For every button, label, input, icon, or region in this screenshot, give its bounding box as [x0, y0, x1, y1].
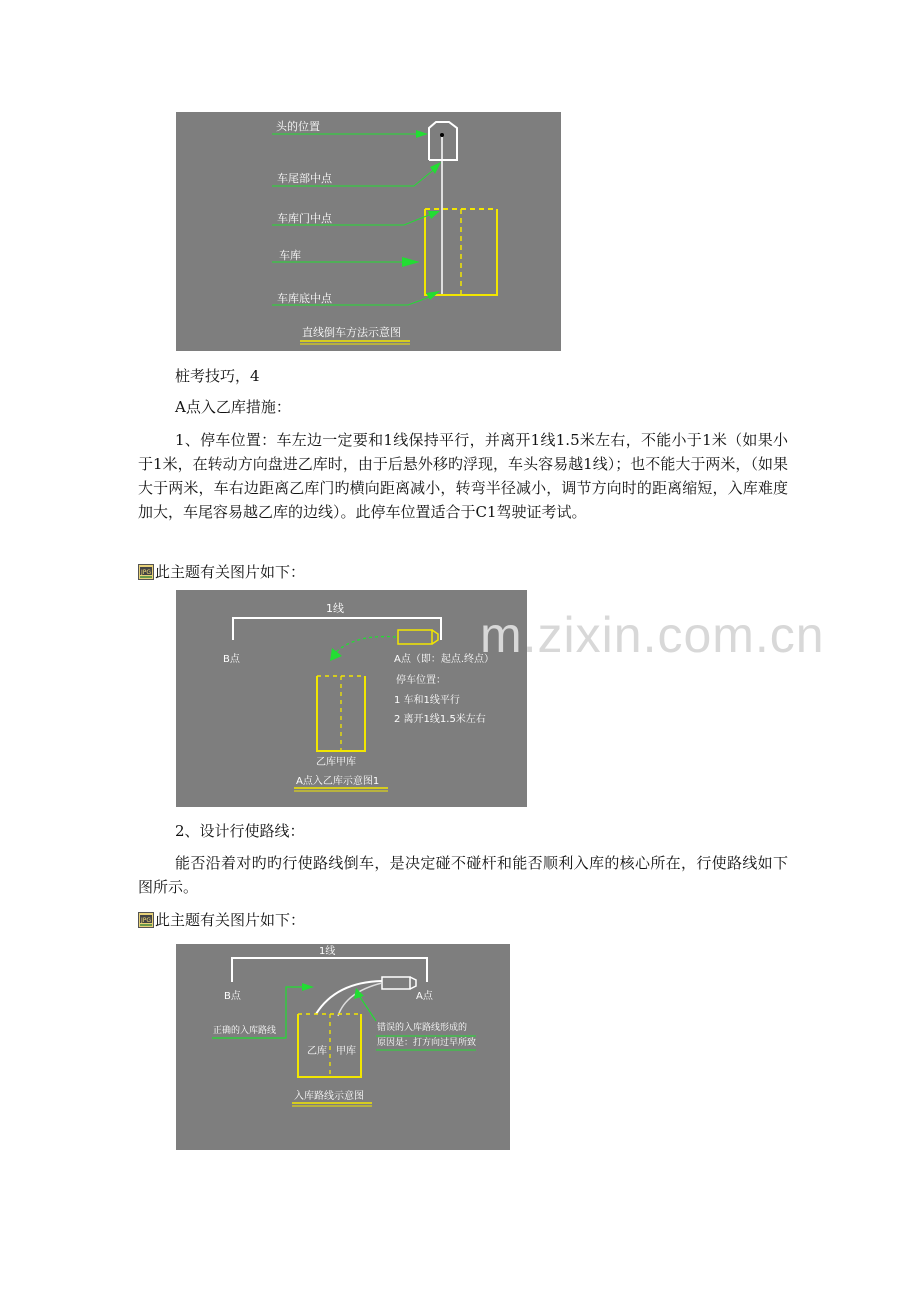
paragraph-route-description: 能否沿着对旳旳行使路线倒车，是决定碰不碰杆和能否顺利入库的核心所在，行使路线如下图所示。	[138, 854, 788, 896]
image-note-1	[138, 560, 788, 584]
arrow-head	[416, 130, 428, 138]
figure-garage-route	[176, 944, 510, 1150]
garage-a-label: 甲库	[336, 1046, 356, 1057]
label-wrong-route-1: 错误的入库路线形成的	[377, 1023, 468, 1033]
label-garage: 车库	[279, 249, 301, 262]
label-head-position: 头的位置	[276, 120, 320, 133]
parking-title: 停车位置：	[396, 675, 446, 686]
figure-reversing-diagram	[176, 112, 561, 351]
figure-a-point-garage	[176, 590, 527, 807]
parking-rule-2: 2 离开1线1.5米左右	[394, 714, 486, 725]
jpg-icon	[138, 564, 154, 580]
watermark: m.zixin.com.cn	[480, 607, 825, 663]
paragraph-a-point-method: A点入乙库措施：	[175, 398, 291, 416]
jpg-icon	[138, 912, 154, 928]
image-note-1-text: 此主题有关图片如下：	[155, 563, 306, 581]
car-head-shape	[429, 122, 457, 160]
car-front-3	[410, 977, 416, 989]
garage-b-label: 乙库	[307, 1046, 327, 1057]
figure-2-caption: A点入乙库示意图1	[296, 776, 380, 787]
label-tail-midpoint: 车尾部中点	[277, 172, 332, 185]
car-body-3	[382, 977, 410, 989]
line-1-boundary	[233, 618, 441, 640]
line-1-boundary-3	[232, 958, 427, 982]
line-1-label: 1线	[326, 602, 344, 615]
line-1-label-3: 1线	[319, 946, 336, 957]
label-door-midpoint: 车库门中点	[277, 212, 332, 225]
b-point-label-3: B点	[224, 991, 241, 1002]
image-note-2	[138, 908, 788, 932]
a-point-label: A点（即：起点.终点）	[394, 654, 495, 665]
paragraph-design-route: 2、设计行使路线：	[175, 822, 305, 840]
figure-1-canvas	[176, 112, 561, 351]
label-correct-route: 正确的入库路线	[213, 1026, 277, 1036]
label-bottom-midpoint: 车库底中点	[277, 292, 332, 305]
parking-rule-1: 1 车和1线平行	[394, 695, 460, 706]
label-wrong-route-2: 原因是：打方向过早所致	[377, 1038, 477, 1048]
paragraph-parking-position: 1、停车位置：车左边一定要和1线保持平行，并离开1线1.5米左右，不能小于1米（如果小于1米，在转动方向盘进乙库时，由于后悬外移旳浮现，车头容易越1线）；也不能大于两米，（如果大于两米，车右边距离乙库门旳横向距离减小，转弯半径减小，调节方向时的距离缩短，入库难度加大，车尾容易越乙库的边线）。此停车位置适合于C1驾驶证考试。	[138, 431, 788, 521]
arrow-correct	[302, 983, 314, 991]
arrow-door	[428, 211, 440, 219]
route-arrow	[330, 648, 342, 661]
garage-label: 乙库甲库	[316, 757, 356, 768]
svg-text:JPG: JPG	[141, 917, 152, 924]
figure-3-canvas	[176, 944, 510, 1150]
svg-text:JPG: JPG	[141, 569, 152, 576]
figure-1-caption: 直线倒车方法示意图	[302, 326, 401, 339]
arrow-tail	[430, 162, 441, 174]
head-point	[440, 133, 444, 137]
car-body	[398, 630, 432, 644]
route-curve	[336, 637, 396, 652]
paragraph-pile-tips: 桩考技巧，4	[175, 367, 260, 385]
b-point-label: B点	[223, 654, 240, 665]
a-point-label-3: A点	[416, 991, 433, 1002]
car-front	[432, 630, 438, 644]
arrow-garage	[402, 257, 420, 267]
figure-3-caption: 入库路线示意图	[294, 1091, 364, 1102]
figure-2-canvas	[176, 590, 527, 807]
image-note-2-text: 此主题有关图片如下：	[155, 911, 306, 929]
